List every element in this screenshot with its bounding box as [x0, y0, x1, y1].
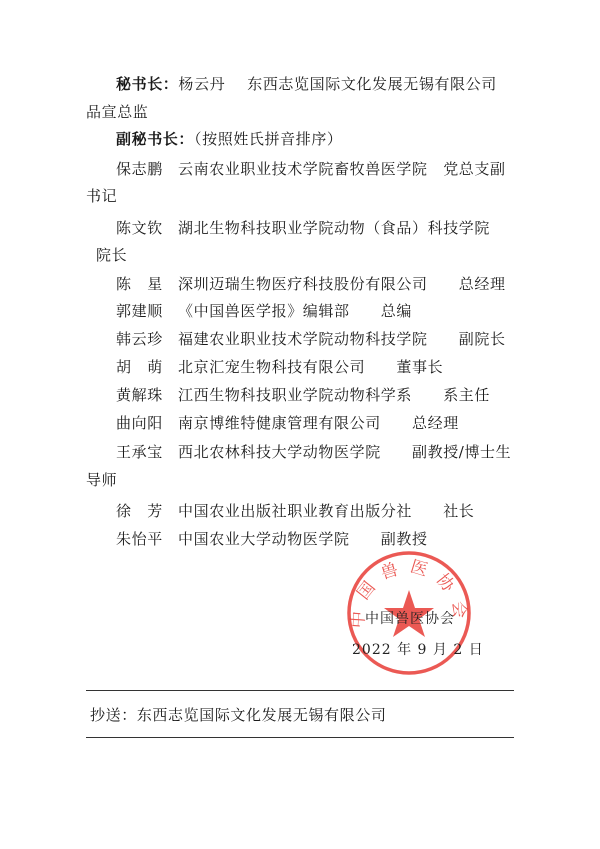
member-affiliation: 南京博维特健康管理有限公司 总经理 — [178, 414, 459, 432]
member-affiliation: 中国农业大学动物医学院 副教授 — [178, 530, 428, 548]
member-name: 韩云珍 — [116, 330, 163, 348]
member-name: 朱怡平 — [116, 530, 163, 548]
member-affiliation-continued: 书记 — [86, 187, 118, 205]
deputy-sort-note: （按照姓氏拼音排序） — [194, 130, 343, 148]
deputy-member — [116, 357, 443, 377]
member-name: 曲向阳 — [116, 414, 163, 432]
secretary-general-name: 杨云丹 — [178, 75, 226, 93]
member-affiliation: 江西生物科技职业学院动物科学系 系主任 — [178, 386, 491, 404]
cc-line — [90, 705, 386, 725]
deputy-member — [116, 274, 506, 294]
member-affiliation: 北京汇宠生物科技有限公司 董事长 — [178, 358, 444, 376]
member-affiliation: 云南农业职业技术学院畜牧兽医学院 党总支副 — [178, 160, 506, 178]
member-affiliation: 西北农林科技大学动物医学院 副教授/博士生 — [178, 443, 512, 461]
secretary-general-label: 秘书长： — [116, 75, 179, 93]
deputy-member — [116, 301, 412, 321]
deputy-member — [116, 329, 506, 349]
member-name: 徐 芳 — [116, 502, 163, 520]
member-name: 陈文钦 — [116, 219, 163, 237]
member-affiliation-continued: 院长 — [96, 246, 128, 264]
member-affiliation: 中国农业出版社职业教育出版分社 社长 — [178, 502, 475, 520]
deputy-member — [116, 529, 428, 549]
member-name: 陈 星 — [116, 275, 163, 293]
member-affiliation: 《中国兽医学报》编辑部 总编 — [178, 302, 413, 320]
deputy-member — [116, 501, 474, 521]
deputy-member — [116, 442, 511, 462]
deputy-member — [116, 218, 490, 238]
secretary-general-title: 品宣总监 — [86, 103, 149, 121]
member-name: 胡 萌 — [116, 358, 163, 376]
deputy-member — [116, 385, 490, 405]
member-name: 黄解珠 — [116, 386, 163, 404]
deputy-member — [116, 159, 506, 179]
member-affiliation-continued: 导师 — [86, 471, 118, 489]
deputy-header — [116, 129, 343, 149]
member-name: 郭建顺 — [116, 302, 163, 320]
deputy-member — [116, 413, 459, 433]
member-name: 王承宝 — [116, 443, 163, 461]
member-affiliation: 福建农业职业技术学院动物科技学院 副院长 — [178, 330, 506, 348]
member-name: 保志鹏 — [116, 160, 163, 178]
cc-bottom-divider — [86, 737, 514, 738]
signing-date: 2022 年 9 月 2 日 — [352, 642, 484, 658]
cc-recipient: 东西志览国际文化发展无锡有限公司 — [136, 706, 387, 724]
secretary-general-affiliation: 东西志览国际文化发展无锡有限公司 — [247, 75, 497, 93]
cc-top-divider — [86, 690, 514, 691]
secretary-general-line — [116, 74, 497, 94]
deputy-label: 副秘书长： — [116, 130, 195, 148]
member-affiliation: 深圳迈瑞生物医疗科技股份有限公司 总经理 — [178, 275, 506, 293]
member-affiliation: 湖北生物科技职业学院动物（食品）科技学院 — [178, 219, 491, 237]
cc-label: 抄送： — [90, 706, 137, 724]
seal-text: 中国兽医协会 — [348, 556, 470, 629]
signing-organization: 中国兽医协会 — [365, 611, 455, 627]
